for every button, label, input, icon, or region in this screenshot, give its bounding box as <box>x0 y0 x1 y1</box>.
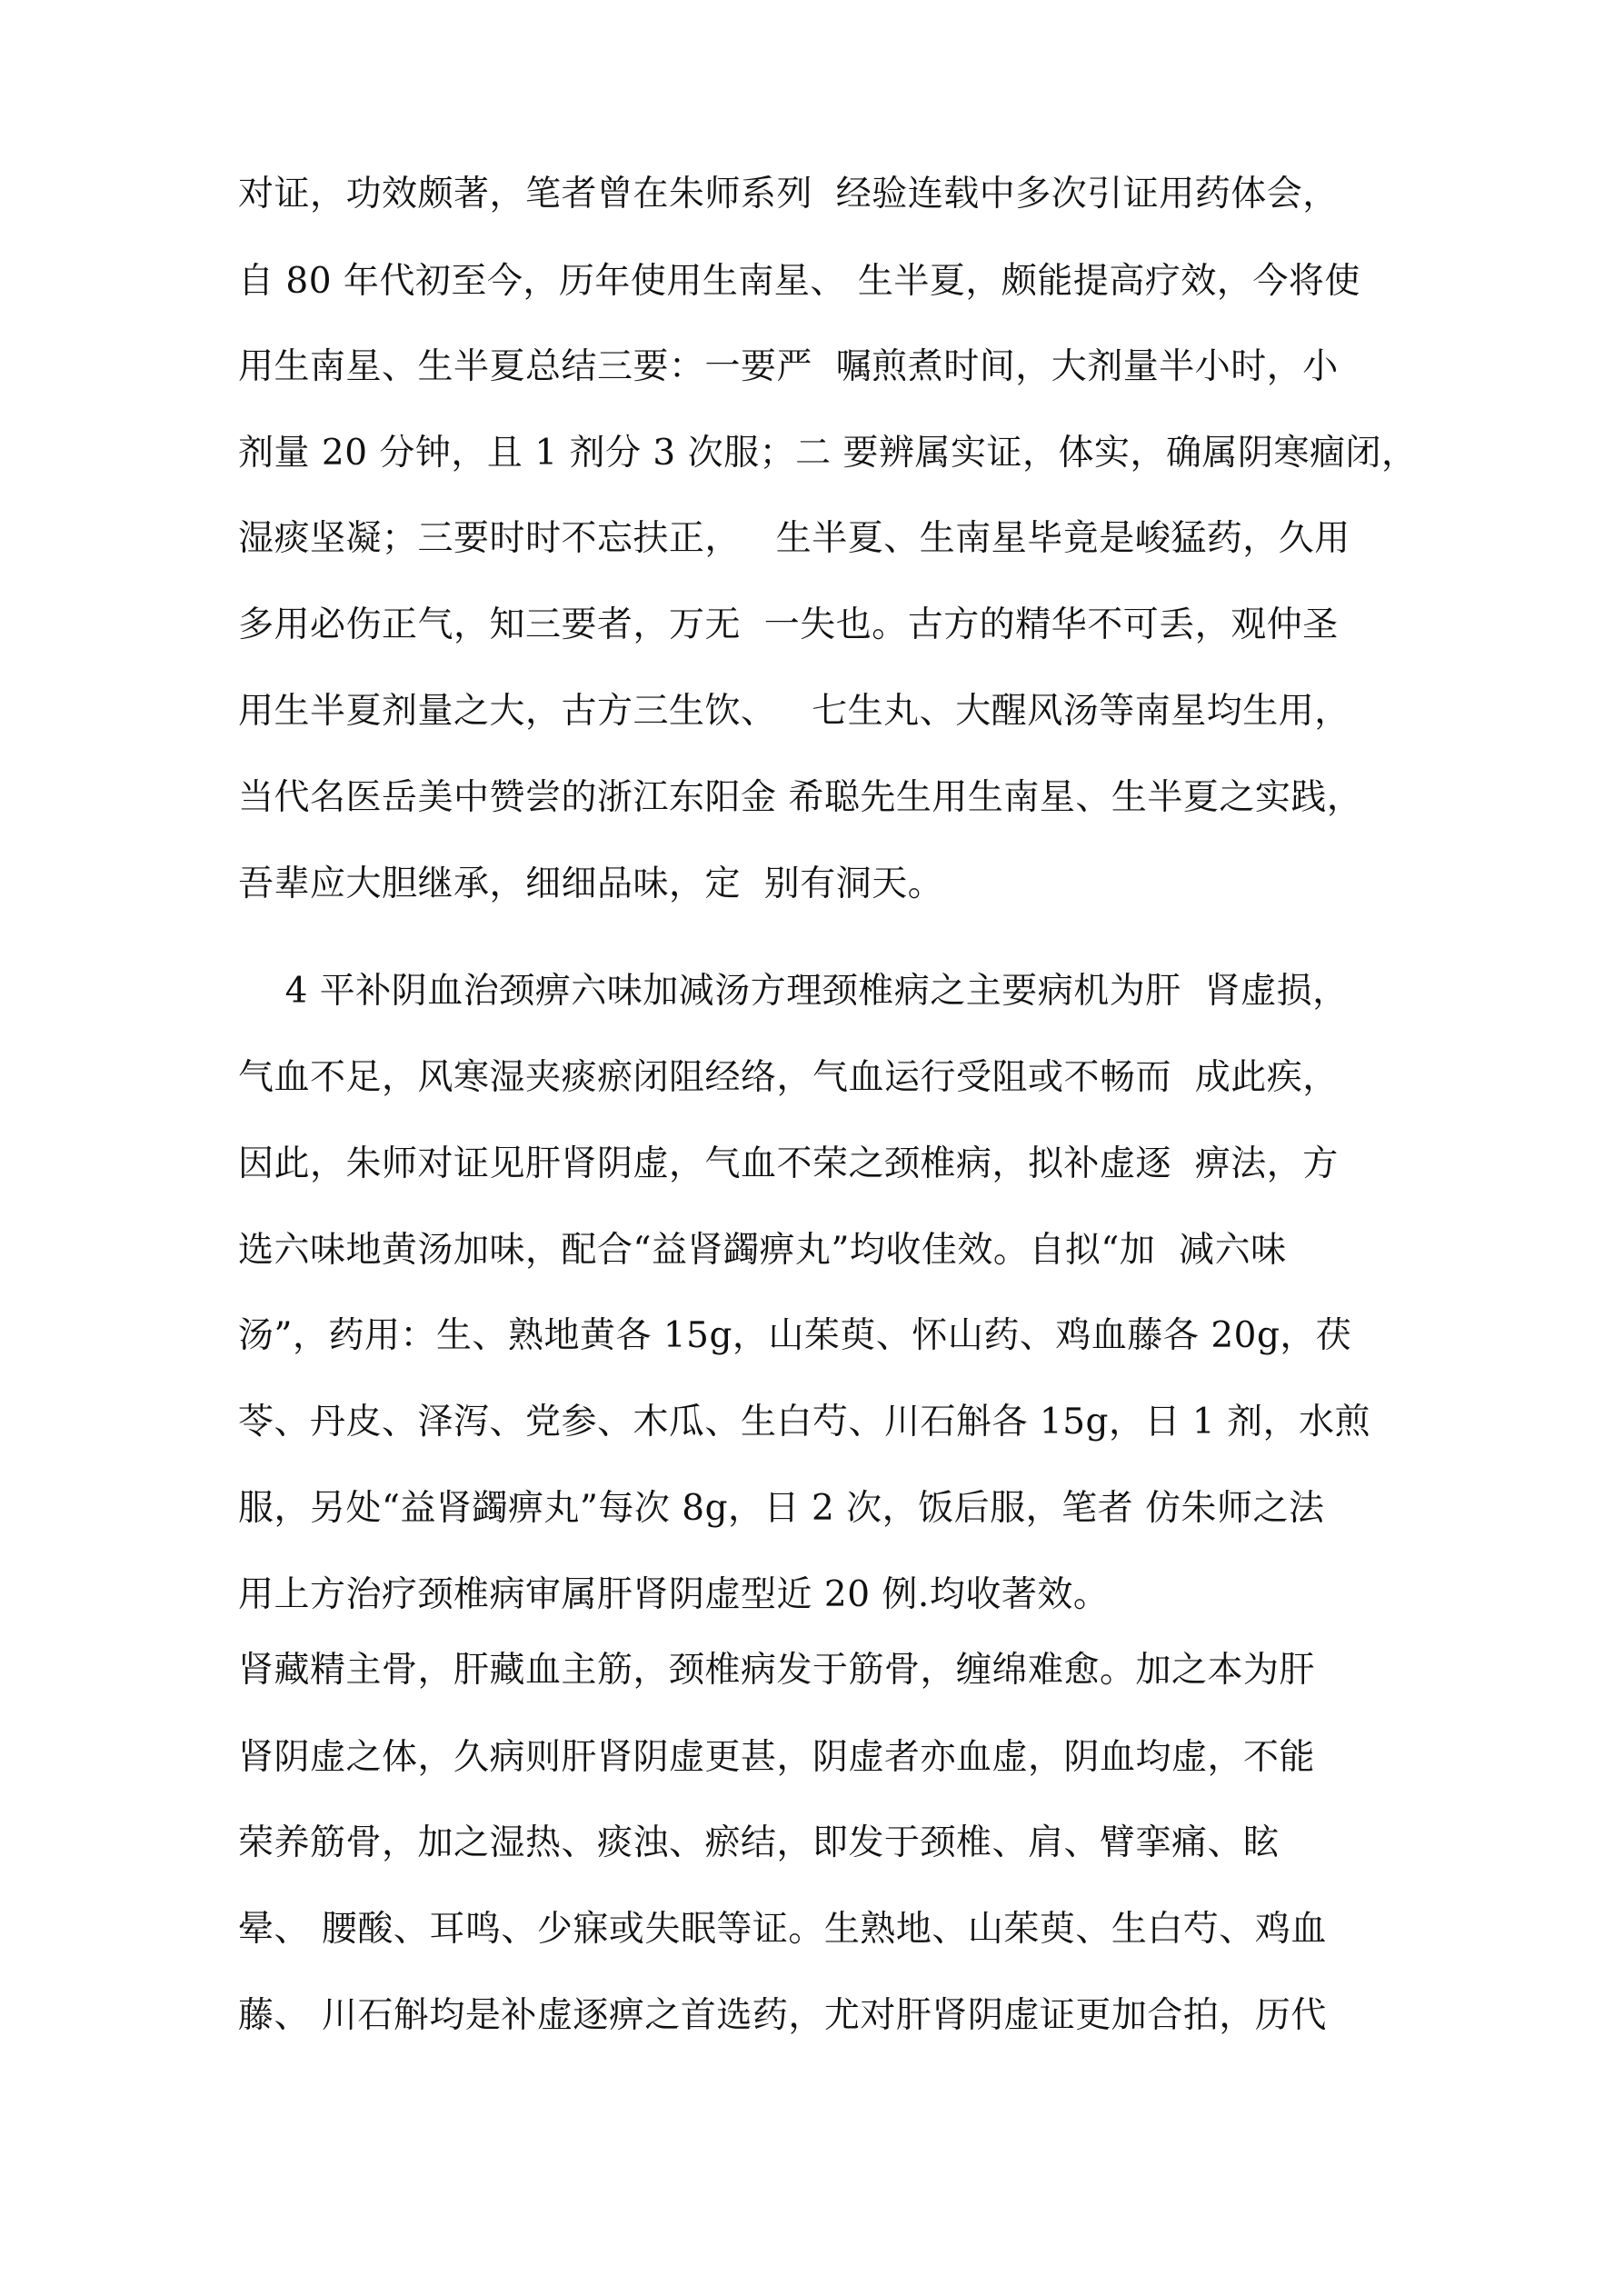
text-line: 汤”，药用：生、熟地黄各 15g，山茱萸、怀山药、鸡血藤各 20g，茯 <box>238 1315 1352 1356</box>
text-line: 吾辈应大胆继承，细细品味，定 别有洞天。 <box>238 863 944 904</box>
text-line: 用生半夏剂量之大，古方三生饮、 七生丸、大醒风汤等南星均生用， <box>238 691 1350 732</box>
text-line: 因此，朱师对证见肝肾阴虚，气血不荣之颈椎病，拟补虚逐 痹法，方 <box>238 1143 1339 1184</box>
text-line: 对证，功效颇著，笔者曾在朱师系列 经验连载中多次引证用药体会， <box>238 174 1339 215</box>
text-line: 晕、 腰酸、耳鸣、少寐或失眠等证。生熟地、山茱萸、生白芍、鸡血 <box>238 1909 1327 1950</box>
text-line: 用上方治疗颈椎病审属肝肾阴虚型近 20 例.均收著效。 <box>238 1574 1110 1615</box>
text-line: 选六味地黄汤加味，配合“益肾蠲痹丸”均收佳效。自拟“加 减六味 <box>238 1230 1287 1271</box>
text-line: 湿痰坚凝；三要时时不忘扶正， 生半夏、生南星毕竟是峻猛药，久用 <box>238 518 1350 559</box>
text-line: 气血不足，风寒湿夹痰瘀闭阻经络，气血运行受阻或不畅而 成此疾， <box>238 1057 1339 1098</box>
text-line: 用生南星、生半夏总结三要：一要严 嘱煎煮时间，大剂量半小时，小 <box>238 346 1339 387</box>
text-line: 肾藏精主骨，肝藏血主筋，颈椎病发于筋骨，缠绵难愈。加之本为肝 <box>238 1650 1316 1691</box>
text-line: 自 80 年代初至今，历年使用生南星、 生半夏，颇能提高疗效，今将使 <box>238 261 1360 302</box>
text-line: 藤、 川石斛均是补虚逐痹之首选药，尤对肝肾阴虚证更加合拍，历代 <box>238 1995 1327 2036</box>
text-line: 当代名医岳美中赞尝的浙江东阳金 希聪先生用生南星、生半夏之实践， <box>238 777 1363 818</box>
text-line: 肾阴虚之体，久病则肝肾阴虚更甚，阴虚者亦血虚，阴血均虚，不能 <box>238 1737 1316 1778</box>
text-line: 苓、丹皮、泽泻、党参、木瓜、生白芍、川石斛各 15g，日 1 剂，水煎 <box>238 1402 1371 1442</box>
text-line: 4 平补阴血治颈痹六味加减汤方理颈椎病之主要病机为肝 肾虚损， <box>238 971 1349 1012</box>
text-line: 服，另处“益肾蠲痹丸”每次 8g，日 2 次，饭后服，笔者 仿朱师之法 <box>238 1488 1325 1529</box>
text-line: 多用必伤正气，知三要者，万无 一失也。古方的精华不可丢，观仲圣 <box>238 604 1339 645</box>
text-line: 剂量 20 分钟，且 1 剂分 3 次服；二 要辨属实证，体实，确属阴寒痼闭， <box>238 433 1418 474</box>
text-line: 荣养筋骨，加之湿热、痰浊、瘀结，即发于颈椎、肩、臂挛痛、眩 <box>238 1822 1280 1863</box>
